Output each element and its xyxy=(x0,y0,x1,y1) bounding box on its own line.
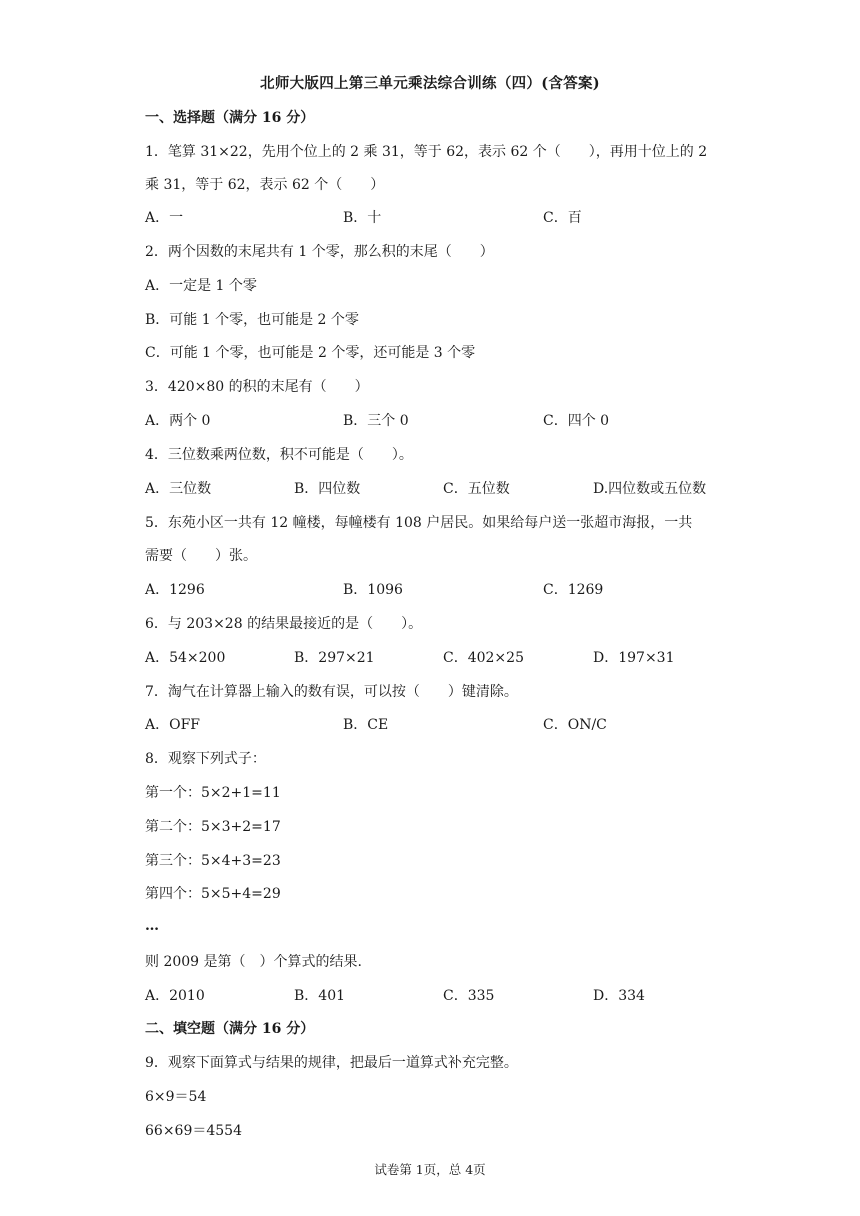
question-2-option-a: A．一定是 1 个零 xyxy=(145,278,257,294)
question-7-option-c: C．ON/C xyxy=(543,717,607,733)
question-5-option-a: A．1296 xyxy=(145,582,205,598)
section-heading-choice: 一、选择题（满分 16 分） xyxy=(145,110,315,126)
question-2-option-c: C．可能 1 个零，也可能是 2 个零，还可能是 3 个零 xyxy=(145,345,476,361)
question-1-option-b: B．十 xyxy=(343,210,382,226)
page-footer: 试卷第 1页，总 4页 xyxy=(374,1162,486,1177)
question-8-option-c: C．335 xyxy=(443,988,495,1004)
question-3-text: 3．420×80 的积的末尾有（ ） xyxy=(145,379,369,395)
question-1-option-c: C．百 xyxy=(543,210,582,226)
question-1-option-a: A．一 xyxy=(145,210,184,226)
question-6-option-b: B．297×21 xyxy=(294,650,375,666)
question-1-text: 1．笔算 31×22，先用个位上的 2 乘 31，等于 62，表示 62 个（ ），再用十位上的 2 xyxy=(145,144,708,160)
question-4-option-a: A．三位数 xyxy=(145,481,212,497)
question-3-option-b: B．三个 0 xyxy=(343,413,409,429)
question-8-option-a: A．2010 xyxy=(145,988,205,1004)
question-7-option-a: A．OFF xyxy=(145,717,201,733)
section-heading-fill: 二、填空题（满分 16 分） xyxy=(145,1021,315,1037)
question-1-text-cont: 乘 31，等于 62，表示 62 个（ ） xyxy=(145,177,385,193)
question-8-text: 8．观察下列式子： xyxy=(145,751,266,767)
question-9-formula-1: 6×9＝54 xyxy=(145,1089,207,1105)
question-4-text: 4．三位数乘两位数，积不可能是（ ）。 xyxy=(145,447,413,463)
question-8-prompt: 则 2009 是第（ ）个算式的结果. xyxy=(145,954,362,970)
question-8-formula-1: 第一个：5×2+1=11 xyxy=(145,785,281,801)
question-8-formula-4: 第四个：5×5+4=29 xyxy=(145,886,281,902)
question-3-option-c: C．四个 0 xyxy=(543,413,610,429)
question-6-option-d: D．197×31 xyxy=(593,650,675,666)
question-4-option-d: D.四位数或五位数 xyxy=(593,481,707,497)
question-4-option-b: B．四位数 xyxy=(294,481,361,497)
question-2-text: 2．两个因数的末尾共有 1 个零，那么积的末尾（ ） xyxy=(145,244,494,260)
question-6-text: 6．与 203×28 的结果最接近的是（ ）。 xyxy=(145,616,423,632)
question-5-option-b: B．1096 xyxy=(343,582,403,598)
question-4-option-c: C．五位数 xyxy=(443,481,510,497)
question-9-text: 9．观察下面算式与结果的规律，把最后一道算式补充完整。 xyxy=(145,1055,518,1071)
question-5-text: 5．东苑小区一共有 12 幢楼，每幢楼有 108 户居民。如果给每户送一张超市海报，一共 xyxy=(145,515,693,531)
question-5-text-cont: 需要（ ）张。 xyxy=(145,548,257,564)
question-8-formula-2: 第二个：5×3+2=17 xyxy=(145,819,281,835)
question-8-option-b: B．401 xyxy=(294,988,346,1004)
question-7-option-b: B．CE xyxy=(343,717,389,733)
page-title: 北师大版四上第三单元乘法综合训练（四）(含答案) xyxy=(260,75,600,92)
question-5-option-c: C．1269 xyxy=(543,582,604,598)
question-8-formula-3: 第三个：5×4+3=23 xyxy=(145,853,281,869)
question-3-option-a: A．两个 0 xyxy=(145,413,211,429)
question-7-text: 7．淘气在计算器上输入的数有误，可以按（ ）键清除。 xyxy=(145,684,518,700)
question-8-ellipsis: … xyxy=(145,918,159,934)
question-6-option-a: A．54×200 xyxy=(145,650,226,666)
question-2-option-b: B．可能 1 个零，也可能是 2 个零 xyxy=(145,312,359,328)
question-8-option-d: D．334 xyxy=(593,988,645,1004)
question-9-formula-2: 66×69＝4554 xyxy=(145,1123,242,1139)
question-6-option-c: C．402×25 xyxy=(443,650,524,666)
